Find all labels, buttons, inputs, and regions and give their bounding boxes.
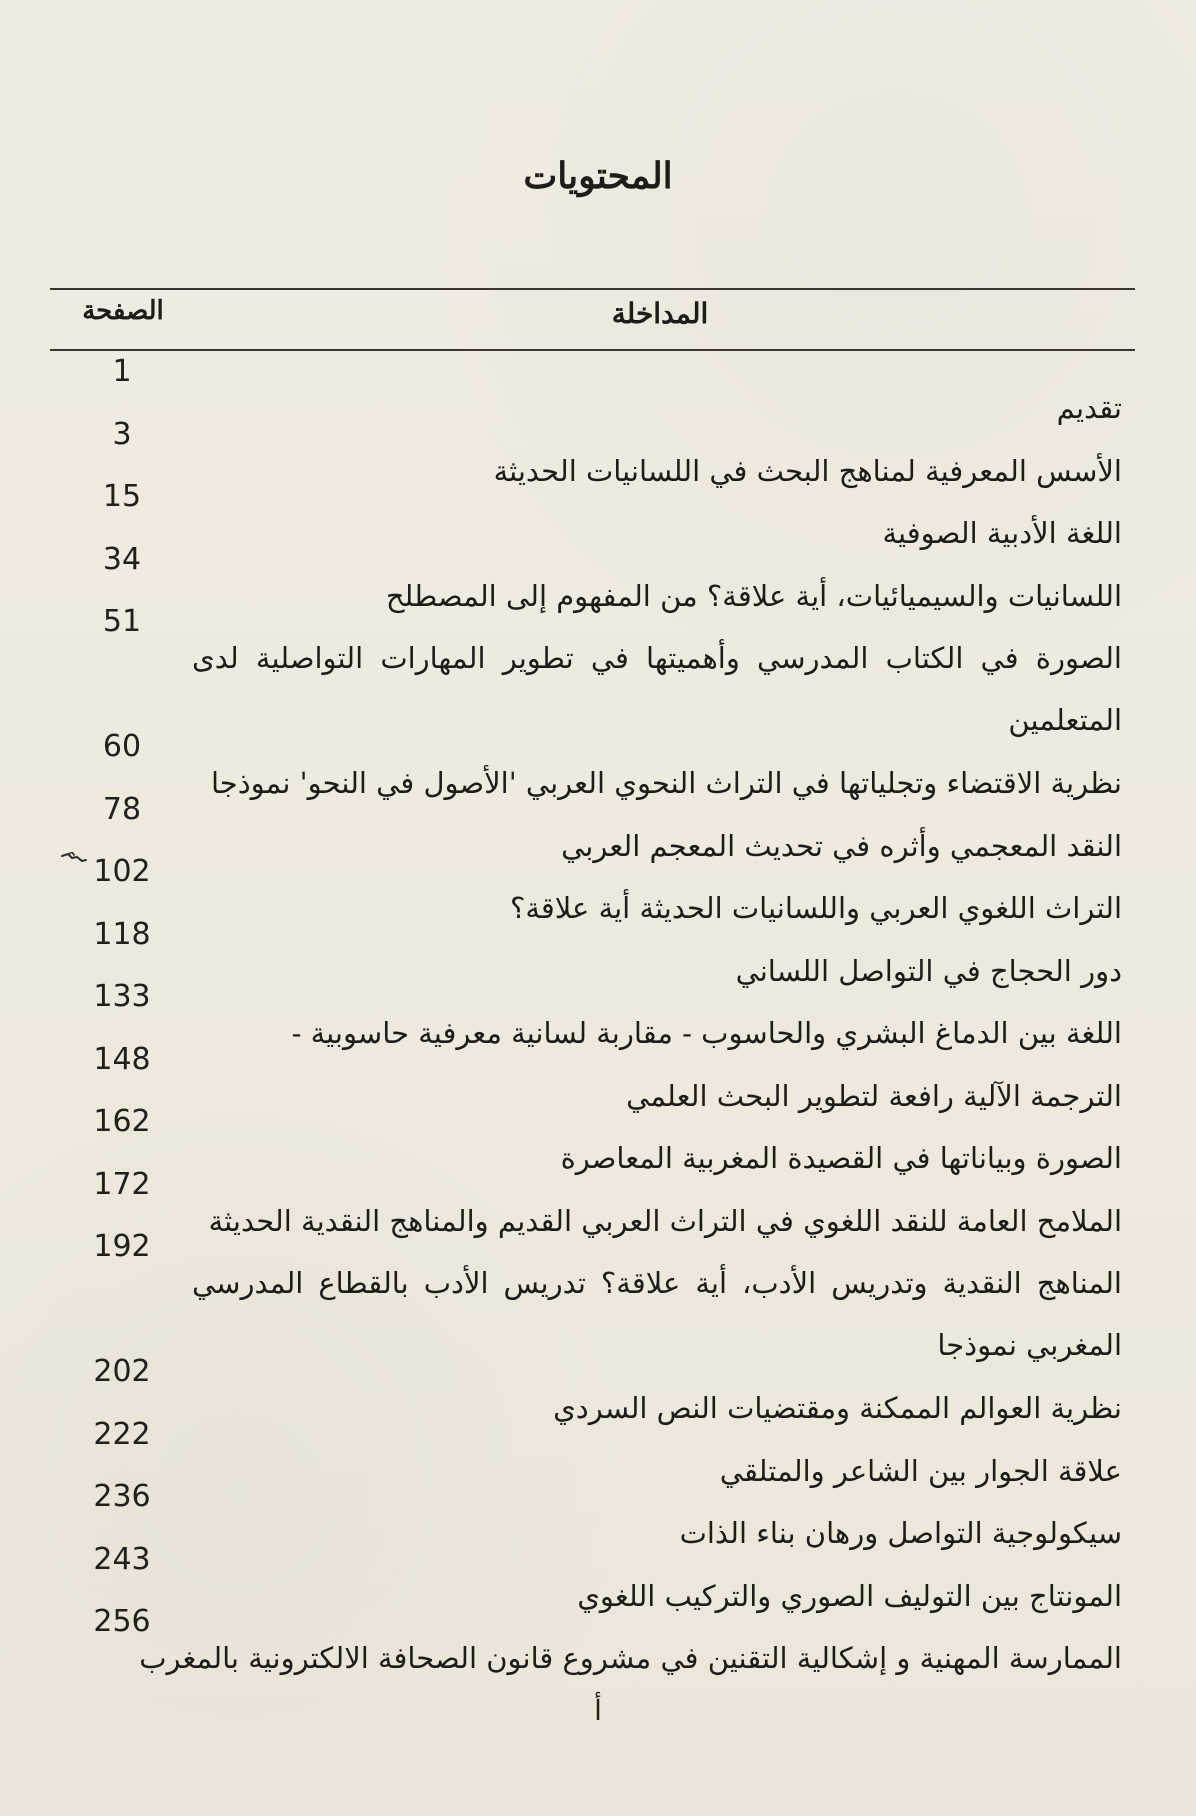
entry-title: الصورة وبياناتها في القصيدة المغربية المعاصرة (560, 1141, 1122, 1175)
entry-title: دور الحجاج في التواصل اللساني (735, 953, 1122, 988)
entry-page-number: 148 (93, 1041, 151, 1077)
entry-page-number: 162 (93, 1104, 151, 1139)
entry-page-number: 172 (93, 1166, 151, 1202)
entry-title: التراث اللغوي العربي واللسانيات الحديثة أية علاقة؟ (509, 891, 1122, 925)
entry-page-number: 34 (102, 541, 142, 577)
entry-title: الممارسة المهنية و إشكالية التقنين في مشروع قانون الصحافة الالكترونية بالمغرب (139, 1641, 1122, 1675)
contents-entry (0, 541, 1196, 613)
contents-entry (0, 729, 1196, 800)
contents-entry (0, 604, 1196, 737)
contents-entry (0, 1479, 1196, 1550)
entry-page-number: 222 (93, 1416, 151, 1452)
pen-mark-icon (60, 852, 88, 866)
contents-entry (0, 1604, 1196, 1675)
entry-page-number: 236 (93, 1479, 151, 1514)
entry-title: اللسانيات والسيميائيات، أية علاقة؟ من المفهوم إلى المصطلح (385, 578, 1122, 613)
contents-entry (0, 1541, 1196, 1613)
entry-title: تقديم (1056, 391, 1122, 425)
contents-entry (0, 1229, 1196, 1362)
contents-entry (0, 854, 1196, 925)
entry-title: الملامح العامة للنقد اللغوي في التراث العربي القديم والمناهج النقدية الحديثة (208, 1203, 1122, 1238)
entry-title: النقد المعجمي وأثره في تحديث المعجم العربي (561, 828, 1122, 863)
entry-page-number: 192 (93, 1229, 151, 1264)
entry-page-number: 202 (93, 1354, 151, 1389)
entry-page-number: 118 (93, 916, 151, 952)
contents-entry (0, 1041, 1196, 1113)
entry-page-number: 78 (102, 791, 142, 827)
entry-title: المونتاج بين التوليف الصوري والتركيب اللغوي (577, 1578, 1122, 1613)
entry-title: الأسس المعرفية لمناهج البحث في اللسانيات الحديثة (493, 453, 1122, 488)
contents-entry (0, 416, 1196, 488)
entry-column-header: المداخلة (611, 297, 709, 330)
contents-entry (0, 979, 1196, 1050)
contents-entry (0, 791, 1196, 863)
contents-entry (0, 354, 1196, 425)
page-column-header: الصفحة (82, 296, 164, 326)
entry-page-number: 3 (112, 416, 132, 452)
entry-title: نظرية العوالم الممكنة ومقتضيات النص السردي (553, 1391, 1122, 1425)
entry-page-number: 51 (102, 604, 142, 639)
table-top-rule (50, 288, 1135, 290)
entry-page-number: 1 (112, 354, 132, 389)
contents-entry (0, 916, 1196, 988)
contents-entry (0, 1166, 1196, 1238)
entry-page-number: 15 (102, 479, 142, 514)
contents-entry (0, 1354, 1196, 1425)
contents-entry (0, 1416, 1196, 1488)
contents-list (0, 354, 1196, 1677)
contents-entry (0, 479, 1196, 550)
entry-page-number: 256 (93, 1604, 151, 1639)
entry-title: اللغة الأدبية الصوفية (882, 516, 1122, 550)
contents-entry (0, 1104, 1196, 1175)
entry-title: الصورة في الكتاب المدرسي وأهميتها في تطوير المهارات التواصلية لدى المتعلمين (192, 641, 1122, 737)
page-folio: أ (594, 1694, 602, 1727)
entry-title: اللغة بين الدماغ البشري والحاسوب - مقاربة لسانية معرفية حاسوبية - (291, 1016, 1122, 1050)
entry-page-number: 102 (93, 854, 151, 889)
entry-page-number: 243 (93, 1541, 151, 1577)
entry-page-number: 60 (102, 729, 142, 764)
table-header-rule (50, 349, 1135, 351)
page-title: المحتويات (523, 155, 673, 197)
entry-title: سيكولوجية التواصل ورهان بناء الذات (679, 1516, 1122, 1550)
entry-title: الترجمة الآلية رافعة لتطوير البحث العلمي (626, 1078, 1122, 1113)
entry-title: نظرية الاقتضاء وتجلياتها في التراث النحوي العربي 'الأصول في النحو' نموذجا (210, 766, 1122, 800)
entry-page-number: 133 (93, 979, 151, 1014)
entry-title: علاقة الجوار بين الشاعر والمتلقي (719, 1453, 1122, 1488)
entry-title: المناهج النقدية وتدريس الأدب، أية علاقة؟ تدريس الأدب بالقطاع المدرسي المغربي نموذجا (192, 1266, 1122, 1362)
